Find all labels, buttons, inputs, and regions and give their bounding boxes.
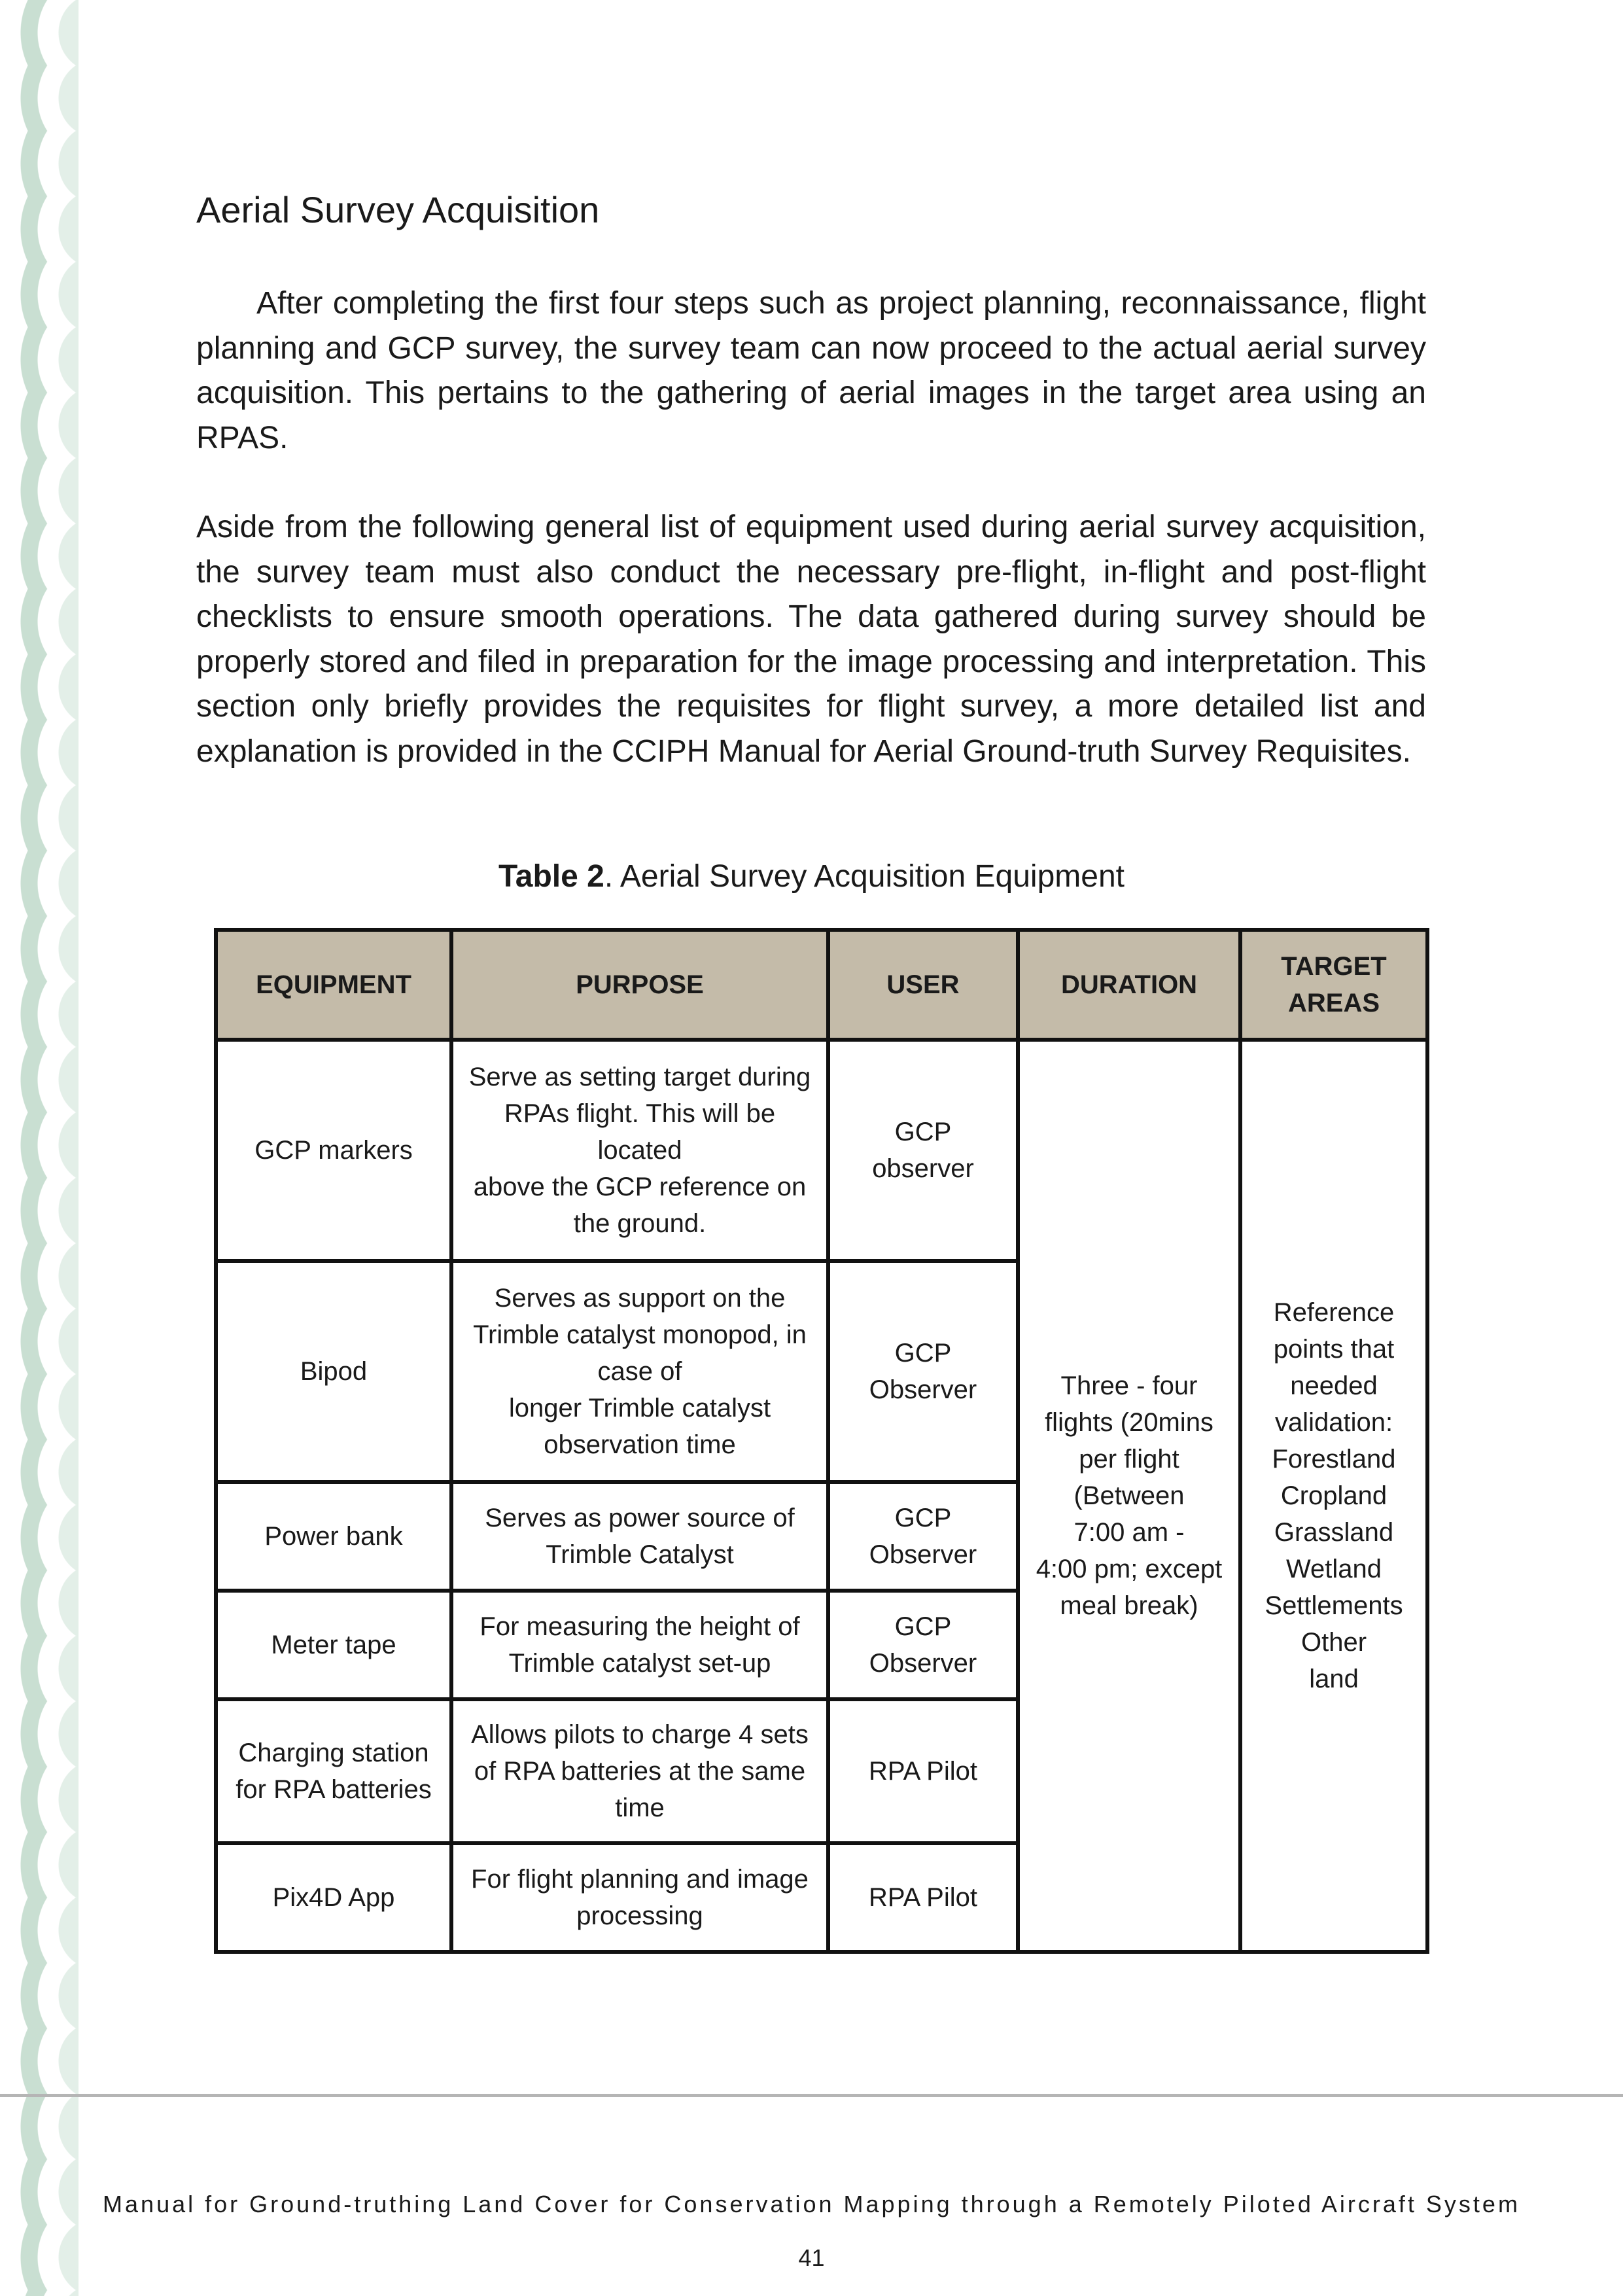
cell-user: RPA Pilot — [828, 1843, 1018, 1952]
cell-target-areas: Reference points that needed validation: Forestland Cropland Grassland Wetland Settlements Other land — [1240, 1040, 1427, 1952]
cell-user: GCP Observer — [828, 1482, 1018, 1591]
header-duration: DURATION — [1018, 930, 1240, 1040]
cell-equipment: Pix4D App — [216, 1843, 451, 1952]
header-target-areas: TARGET AREAS — [1240, 930, 1427, 1040]
cell-purpose: For flight planning and image processing — [451, 1843, 828, 1952]
footer-divider — [0, 2094, 1623, 2097]
footer-manual-title: Manual for Ground-truthing Land Cover for Conservation Mapping through a Remotely Piloted Aircraft System — [103, 2191, 1520, 2217]
cell-equipment: GCP markers — [216, 1040, 451, 1261]
cell-user: GCP Observer — [828, 1261, 1018, 1482]
cell-user: GCP Observer — [828, 1591, 1018, 1699]
table-caption-label: Table 2 — [498, 859, 604, 894]
cell-purpose: Serves as power source of Trimble Catalyst — [451, 1482, 828, 1591]
cell-purpose: Serve as setting target during RPAs flight. This will be located above the GCP reference on the ground. — [451, 1040, 828, 1261]
table-header-row — [216, 930, 1427, 1040]
header-purpose: PURPOSE — [451, 930, 828, 1040]
cell-purpose: Allows pilots to charge 4 sets of RPA batteries at the same time — [451, 1699, 828, 1843]
cell-user: RPA Pilot — [828, 1699, 1018, 1843]
equipment-table — [214, 928, 1429, 1954]
header-user: USER — [828, 930, 1018, 1040]
paragraph-intro: After completing the first four steps such as project planning, reconnaissance, flight planning and GCP survey, the survey team can now proceed to the actual aerial survey acquisition. This pertains to the gathering of aerial images in the target area using an RPAS. — [196, 286, 1426, 455]
cell-user: GCP observer — [828, 1040, 1018, 1261]
cell-purpose: For measuring the height of Trimble catalyst set-up — [451, 1591, 828, 1699]
table-row — [216, 1040, 1427, 1261]
page-number: 41 — [798, 2244, 825, 2271]
cell-equipment: Meter tape — [216, 1591, 451, 1699]
header-equipment: EQUIPMENT — [216, 930, 451, 1040]
table-caption — [0, 858, 1623, 894]
cell-purpose: Serves as support on the Trimble catalyst monopod, in case of longer Trimble catalyst observation time — [451, 1261, 828, 1482]
paragraph-equipment: Aside from the following general list of equipment used during aerial survey acquisition, the survey team must also conduct the necessary pre-flight, in-flight and post-flight checklists to ensure smooth operations. The data gathered during survey should be properly stored and filed in preparation for the image processing and interpretation. This section only briefly provides the requisites for flight survey, a more detailed list and explanation is provided in the CCIPH Manual for Aerial Ground-truth Survey Requisites. — [196, 510, 1426, 769]
section-heading: Aerial Survey Acquisition — [196, 189, 600, 230]
cell-equipment: Charging station for RPA batteries — [216, 1699, 451, 1843]
cell-equipment: Power bank — [216, 1482, 451, 1591]
table-caption-text: . Aerial Survey Acquisition Equipment — [604, 859, 1125, 894]
cell-equipment: Bipod — [216, 1261, 451, 1482]
decorative-side-pattern — [0, 0, 79, 2296]
cell-duration: Three - four flights (20mins per flight (Between 7:00 am - 4:00 pm; except meal break) — [1018, 1040, 1240, 1952]
